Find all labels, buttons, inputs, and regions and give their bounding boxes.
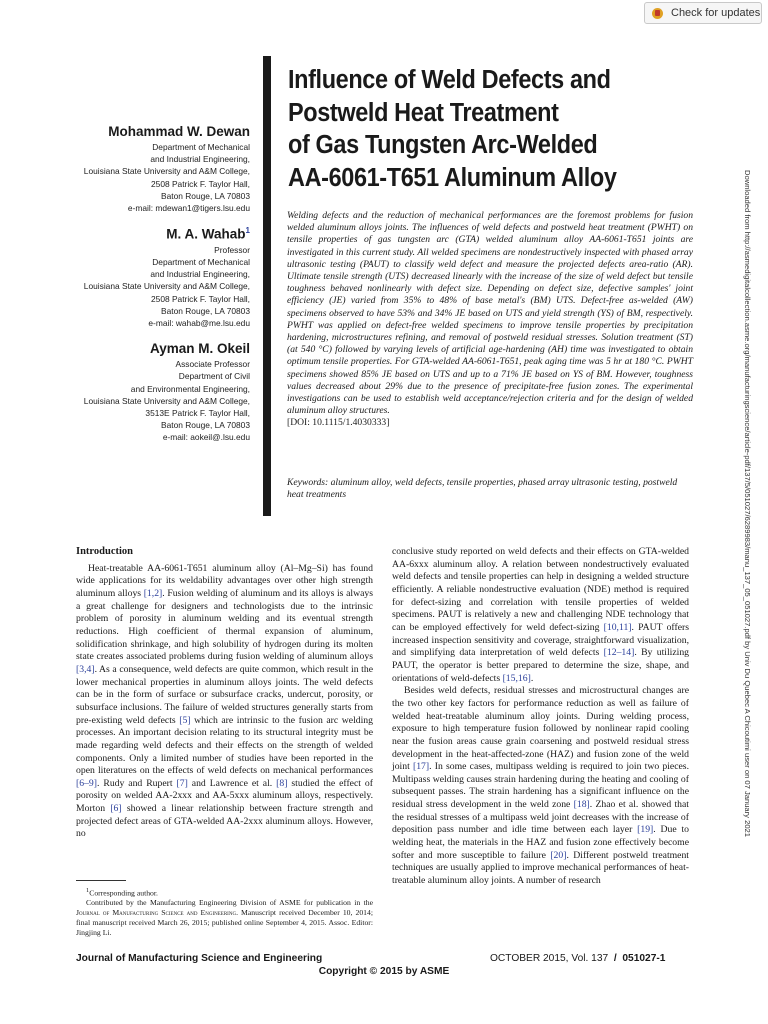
title-line: Postweld Heat Treatment [288,98,559,127]
author-block [70,124,250,444]
footnote-contributed [76,898,373,937]
paper-title [288,64,674,194]
footnote-text: Corresponding author. [89,888,158,898]
title-line: AA-6061-T651 Aluminum Alloy [288,163,617,192]
text-run: Besides weld defects, residual stresses and microstructural changes are the two other key factors for performance reduction as well as failure of welded heat-treatable aluminum alloy joints. During welding process, exposure to high temperature fusion followed by nonlinear rapid cooling near the fusion areas cause grain coarsening and postweld residual stress development in the heat-affected-zone (HAZ) and fusion zone of the weld joint [392,685,689,773]
affiliation-line: Baton Rouge, LA 70803 [161,305,250,316]
abstract [287,210,693,430]
corresponding-author-mark: 1 [245,226,250,236]
author-email: e-mail: mdewan1@tigers.lsu.edu [127,203,250,214]
affiliation-line: Louisiana State University and A&M College, [83,395,250,406]
citation-link[interactable]: [8] [276,777,288,789]
text-run: . Fusion welding of aluminum and its alloys is always a great challenge for designers and technologists due to the intrinsic problem of porosity in aluminum welding and its eventual strength reductions. High coefficient of thermal expansion of aluminum, solidification shrinkage, and high solubility of hydrogen during its molten state creates associated problems during fusion welding of aluminum alloys [76,587,373,663]
citation-link[interactable]: [1,2] [143,587,163,599]
author-3 [70,341,250,443]
author-position: Professor [214,244,250,255]
text-run: Heat-treatable AA-6061-T651 aluminum alloy (Al–Mg–Si) has found wide applications for its weldability advantages over other high strength aluminum alloys [76,562,373,599]
author-email: e-mail: wahab@me.lsu.edu [148,317,250,328]
text-run: . Different postweld treatment techniques are usually applied to improve mechanical performances of heat-treatable aluminum alloy joints. A number of research [392,849,690,887]
affiliation-line: 3513E Patrick F. Taylor Hall, [145,407,250,418]
affiliation-line: and Environmental Engineering, [130,383,250,394]
affiliation-line: Louisiana State University and A&M College, [83,166,250,177]
title-accent-bar [263,56,271,516]
affiliation-line: Department of Mechanical [152,142,250,152]
author-name-text: M. A. Wahab [166,226,246,242]
citation-link[interactable]: [3,4] [76,663,95,675]
author-1 [70,124,250,214]
text-run: which are intrinsic to the fusion arc welding processes. An important decision relating to its structural integrity must be made regarding weld defects and their effects on the strength of welded components. Only a limited number of studies have been reported in the open literatures on the effects of weld defects on mechanical performances [76,714,373,777]
text-run: . In some cases, multipass welding is required to join two pieces. Multipass welding causes strain hardening during the heating and cooling of subsequent passes. The strain hardening has a significant influence on the residual stress development in the weld zone [392,761,689,811]
footer-issue-text: OCTOBER 2015, Vol. 137 [490,953,609,964]
title-line: Influence of Weld Defects and [288,66,611,94]
affiliation-line: 2508 Patrick F. Taylor Hall, [151,293,250,304]
footnote-text: . Manuscript received December 10, 2014; final manuscript received March 26, 2015; published online September 4, 2015. Assoc. Editor: Jingjing Li. [76,908,374,937]
text-run: . By utilizing PAUT, the operator is better prepared to determine the size, shape, and orientations of weld-defects [392,647,690,684]
text-run: . PAUT offers increased inspection sensitivity and coverage, straightforward visualization, and simplifying data interpretation of weld defects [392,621,689,659]
author-name: Ayman M. Okeil [149,341,250,357]
footer-page-number: 051027-1 [622,953,666,964]
footnote-text: Contributed by the Manufacturing Engineering Division of ASME for publication in the [86,898,373,908]
text-run: conclusive study reported on weld defects and their effects on GTA-welded AA-6xxx aluminum alloy. A relation between nondestructively evaluated weld defects and tensile properties can help in designing a welded structure efficiently. A reliable nondestructive evaluation (NDE) method is required for defect-sizing and correlation with tensile properties of welded specimens. PAUT is relatively a new and challenging NDE technology that can be employed effectively for weld defect-sizing [392,546,689,633]
footnote-mark: 1 [86,887,90,894]
text-run: and Lawrence et al. [187,777,277,789]
affiliation-line: and Industrial Engineering, [150,154,250,165]
author-email: e-mail: aokeil@.lsu.edu [162,432,250,443]
footer-separator: / [613,953,617,964]
body-paragraph [392,546,689,685]
text-run: . [530,672,534,684]
footer-issue [490,953,665,964]
citation-link[interactable]: [6–9] [76,777,97,789]
keywords: Keywords: aluminum alloy, weld defects, tensile properties, phased array ultrasonic testing, postweld heat treatments [287,477,678,501]
affiliation-line: Louisiana State University and A&M College, [83,281,250,292]
author-position: Associate Professor [175,359,250,370]
body-column-right [392,546,689,888]
citation-link[interactable]: [17] [412,761,430,773]
title-line: of Gas Tungsten Arc-Welded [288,131,598,159]
footnotes [76,886,373,938]
abstract-text: Welding defects and the reduction of mechanical performances are the foremost problems for fusion welded aluminum alloys joints. The influences of weld defects and postweld heat treatment (PWHT) on tensile properties of gas tungsten arc (GTA) welded aluminum alloy AA-6061-T651 joints are investigated in this current study. All welded specimens are nondestructively inspected with phased array ultrasonic testing (PAUT) to classify weld defect and measure the projected defects area-ratio (AR). Ultimate tensile strength (UTS) decreased linearly with the increase of the size of weld defect but tensile toughness behaved nonlinearly with defect size. Depending on defect size, defective samples' joint efficiency (JE) varied from 35% to 48% of base metal's (BM) UTS. Defect-free as-welded (AW) specimens observed to have 53% and 34% JE based on UTS and yield strength (YS) of BM, respectively. PWHT was applied on defect-free welded specimens to improve tensile properties by precipitation hardening, microstructures refining, and removal of postweld residual stresses. Solution treatment (ST) (at 540 °C) followed by varying levels of artificial age-hardening (AH) time was investigated to obtain optimum tensile properties. For GTA-welded AA-6061-T651, peak aging time was 5 hr at 180 °C. PWHT specimens showed 85% JE based on UTS and up to a 71% JE based on YS of BM. However, toughness values decreased about 29% due to the presence of precipitate-free fusion zones. The experimental investigations can be used to establish weld acceptance/rejection criteria and for the design of welded aluminum alloy structures. [287,210,693,417]
affiliation-line: Department of Civil [178,371,250,382]
check-for-updates-button[interactable] [644,2,762,24]
text-run: showed a linear relationship between fracture strength and projected defect areas of GTA-welded AA-2xxx aluminum alloys. However, no [76,803,373,840]
citation-link[interactable]: [5] [179,714,191,726]
citation-link[interactable]: [7] [176,777,188,789]
affiliation-line: Department of Mechanical [152,256,250,267]
author-name: Mohammad W. Dewan [108,124,250,139]
text-run: . As a consequence, weld defects are quite common, which result in the lower mechanical properties in aluminum alloys joints. The weld defects can be in the form of surface or subsurface cracks, undercut, porosity, or subsurface inclusions. The failure of welded structures generally starts from pre-existing weld defects [76,663,373,726]
text-run: . Zhao et al. showed that the residual stresses of a multipass weld joint decreases with the increase of deposition pass number and idle time between each layer [392,799,690,836]
citation-link[interactable]: [18] [573,799,590,811]
affiliation-line: Baton Rouge, LA 70803 [161,190,250,201]
affiliation-line: 2508 Patrick F. Taylor Hall, [151,178,250,189]
affiliation-line: and Industrial Engineering, [150,269,250,280]
author-name [70,226,250,242]
body-paragraph [392,685,689,888]
footnote-divider [76,880,126,881]
citation-link[interactable]: [12–14] [603,647,635,659]
doi-link[interactable]: [DOI: 10.1115/1.4030333] [287,417,390,429]
update-badge-icon [652,8,663,19]
citation-link[interactable]: [15,16] [502,672,531,684]
citation-link[interactable]: [10,11] [603,621,632,633]
affiliation-line: Baton Rouge, LA 70803 [161,420,250,431]
intro-paragraph [76,563,373,841]
check-for-updates-label: Check for updates [671,7,761,19]
citation-link[interactable]: [20] [550,849,567,861]
text-run: studied the effect of porosity on welded AA-2xxx and AA-5xxx aluminum alloys, respectively. Morton [76,777,373,815]
footnote-corresponding [76,886,373,898]
download-watermark [741,170,755,960]
body-column-left [76,546,373,841]
footer-journal-name: Journal of Manufacturing Science and Engineering [76,953,323,964]
footnote-journal-name: Journal of Manufacturing Science and Engineering [76,908,237,918]
text-run: . Due to welding heat, the materials in the HAZ and fusion zone effectively become softer and more susceptible to failure [392,824,689,861]
text-run: . Rudy and Rupert [96,777,177,789]
download-watermark-text: Downloaded from http://asmedigitalcollection.asme.org/manufacturingscience/article-pdf/137/5/051027/6289983/manu_137_05_051027.pdf by Univ Du Quebec A Chicoutimi user on 07 January 2021 [743,170,752,837]
author-2 [70,226,250,329]
section-heading-introduction: Introduction [76,546,133,557]
citation-link[interactable]: [19] [637,824,654,836]
footer-copyright: Copyright © 2015 by ASME [318,966,450,977]
citation-link[interactable]: [6] [110,803,122,815]
